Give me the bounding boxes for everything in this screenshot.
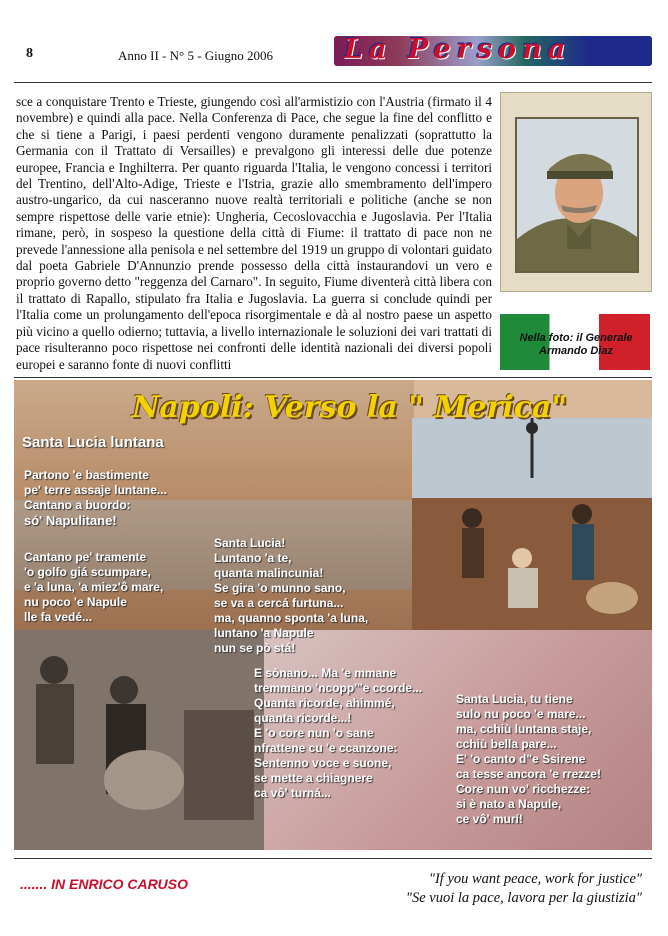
- footer-quotes: [380, 870, 642, 908]
- verse-1: [24, 468, 167, 529]
- feature-collage: [14, 380, 652, 850]
- general-diaz-portrait: [515, 117, 639, 273]
- portrait-frame: [500, 92, 652, 292]
- caption-box: [500, 314, 650, 370]
- feature-title: Napoli: Verso la " Merica": [132, 390, 568, 425]
- quote-italian: "Se vuoi la pace, lavora per la giustizia": [405, 890, 642, 906]
- emigrants-illustration: [412, 418, 652, 630]
- footer-credit: ....... IN ENRICO CARUSO: [20, 876, 189, 892]
- verse-4: E sònano... Ma 'e mmane tremmano 'ncopp'"e ccorde... Quanta ricorde, ahimmé, quanta ricorde...! E 'o core nun 'o sane nfrattene cu 'e ccanzone: Sentenno voce e suone, se mette a chiagnere ca vô' turná...: [254, 666, 423, 800]
- issue-info: Anno II - N° 5 - Giugno 2006: [118, 48, 274, 63]
- quote-english: "If you want peace, work for justice": [428, 871, 642, 887]
- emigrants-on-dock-photo: [412, 418, 652, 630]
- feature-top-rule: [14, 377, 652, 378]
- article-paragraph: sce a conquistare Trento e Trieste, giungendo così all'armistizio con l'Austria (firmato il 4 novembre) e quindi alla pace. Nella Conferenza di Pace, che segue la fine del conflitto e che si tiene a Parigi, i paesi perdenti vengono duramente penalizzati (soprattutto la Germania con il Trattato di Versailles) e prevalgono gli interessi delle due potenze europee, Francia e Inghilterra. Per quanto riguarda l'Italia, le vengono concessi i territori del Trentino, dell'Alto-Adige, Trieste e l'Istria, grazie allo smembramento dell'impero austro-ungarico, da cui nasceranno nuove realtà territoriali e politiche (anche se non sempre rispettose delle varie etnie): Ungheria, Cecoslovacchia e Jugoslavia. Per l'Italia rimane, però, in sospeso la questione della città di Fiume: il trattato di pace non ne prevede l'annessione alla penisola e nel settembre del 1919 un gruppo di volontari guidato dal poeta Gabriele D'Annunzio prende possesso della città instaurandovi un vero e proprio governo detto "reggenza del Carnaro". In seguito, Fiume diventerà città libera con il trattato di Rapallo, stipulato fra Italia e Jugoslavia. La guerra si conclude quindi per l'Italia come un prolungamento dell'epoca risorgimentale e dà al nostro paese un aspetto più vicino a quello odierno; tuttavia, a livello internazionale le soluzioni dei vari trattati di pace risulteranno poco rispettose nei confronti delle identità nazionali dei diversi popoli europei e saranno fonte di nuovi conflitti: [16, 94, 492, 372]
- article-body: [16, 94, 492, 373]
- emigrants-bw-illustration: [14, 630, 264, 850]
- emigrants-bw-photo: [14, 630, 264, 850]
- photo-caption: Nella foto: il Generale Armando Diaz: [519, 332, 633, 357]
- page-number: 8: [26, 46, 33, 61]
- masthead: [334, 36, 652, 66]
- verse-2: Cantano pe' tramente 'o golfo giá scumpare, e 'a luna, 'a miez'ô mare, nu poco 'e Napule lle fa vedé...: [24, 550, 164, 624]
- verse-5: Santa Lucia, tu tiene sulo nu poco 'e mare... ma, cchiù luntana staje, cchiù bella pare... E' 'o canto d"e Ssirene ca tesse ancora 'e rrezze! Core nun vo' ricchezze: si è nato a Napule, ce vô' murí!: [456, 692, 601, 826]
- song-title: Santa Lucia luntana: [22, 434, 164, 451]
- header-rule: [14, 82, 652, 83]
- verse-3: Santa Lucia! Luntano 'a te, quanta malincunia! Se gira 'o munno sano, se va a cercá furtuna... ma, quanno sponta 'a luna, luntano 'a Napule nun se pò stá!: [214, 536, 369, 655]
- portrait-illustration: [517, 119, 637, 271]
- masthead-title: La Persona: [344, 36, 572, 65]
- verse-1-last-line: só' Napulitane!: [24, 513, 117, 528]
- footer-rule: [14, 858, 652, 859]
- verse-1-lines: Partono 'e bastimente pe' terre assaje luntane... Cantano a buordo:: [24, 468, 167, 512]
